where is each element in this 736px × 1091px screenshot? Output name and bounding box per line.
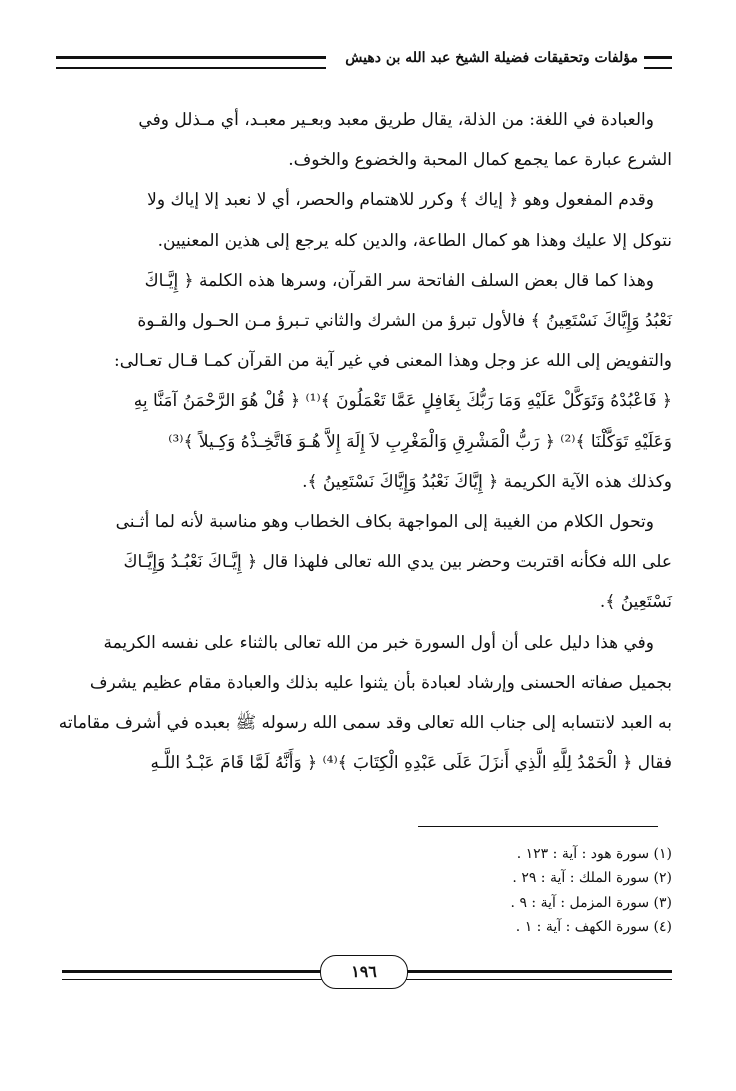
footnote-item: (١) سورة هود : آية : ١٢٣ . bbox=[516, 846, 672, 862]
text-line: نتوكل إلا عليك وهذا هو كمال الطاعة، والدين كله يرجع إلى هذين المعنيين. bbox=[157, 230, 672, 251]
text-line: وكذلك هذه الآية الكريمة ﴿ إِيَّاكَ نَعْبُدُ وَإِيَّاكَ نَسْتَعِينُ ﴾. bbox=[302, 471, 672, 492]
text-line: وقدم المفعول وهو ﴿ إياك ﴾ وكرر للاهتمام والحصر، أي لا نعبد إلا إياك ولا bbox=[147, 190, 654, 211]
page-number: ١٩٦ bbox=[320, 955, 408, 989]
footnote-item: (٣) سورة المزمل : آية : ٩ . bbox=[510, 894, 672, 911]
footnote-item: (٤) سورة الكهف : آية : ١ . bbox=[515, 919, 672, 936]
header-title: مؤلفات وتحقيقات فضيلة الشيخ عبد الله بن دهيش bbox=[345, 50, 638, 66]
text-line: وتحول الكلام من الغيبة إلى المواجهة بكاف الخطاب وهو مناسبة لأنه لما أثـنى bbox=[115, 512, 654, 533]
text-line: به العبد لانتسابه إلى جناب الله تعالى وقد سمى الله رسوله ﷺ بعبده في أشرف مقاماته bbox=[58, 713, 672, 734]
footnote-item: (٢) سورة الملك : آية : ٢٩ . bbox=[512, 870, 672, 887]
text-line: فقال ﴿ الْحَمْدُ لِلَّهِ الَّذِي أَنزَلَ عَلَى عَبْدِهِ الْكِتَابَ ﴾⁽⁴⁾ ﴿ وَأَنَّهُ لَمَّا قَامَ عَبْـدُ اللَّـهِ bbox=[150, 753, 672, 774]
header-rule-left bbox=[56, 56, 326, 69]
header-rule-right bbox=[644, 56, 672, 69]
text-line: وهذا كما قال بعض السلف الفاتحة سر القرآن، وسرها هذه الكلمة ﴿ إِيَّـاكَ bbox=[144, 270, 654, 291]
running-header bbox=[56, 52, 672, 74]
text-line: الشرع عبارة عما يجمع كمال المحبة والخضوع والخوف. bbox=[288, 150, 672, 171]
text-line: وَعَلَيْهِ تَوَكَّلْنَا ﴾⁽²⁾ ﴿ رَبُّ الْمَشْرِقِ وَالْمَغْرِبِ لاَ إِلَهَ إِلاَّ هُـوَ فَاتَّخِـذْهُ وَكِـيلاً ﴾⁽³⁾ bbox=[168, 431, 672, 452]
text-line: والعبادة في اللغة: من الذلة، يقال طريق معبد وبعـير معبـد، أي مـذلل وفي bbox=[138, 110, 654, 130]
text-line: نَسْتَعِينُ ﴾. bbox=[599, 592, 672, 613]
text-line: والتفويض إلى الله عز وجل وهذا المعنى في غير آية من القرآن كمـا قـال تعـالى: bbox=[113, 351, 672, 372]
text-line: نَعْبُدُ وَإِيَّاكَ نَسْتَعِينُ ﴾ فالأول تبرؤ من الشرك والثاني تـبرؤ مـن الحـول والقـوة bbox=[137, 311, 672, 332]
text-line: بجميل صفاته الحسنى وإرشاد لعبادة بأن يثنوا عليه بذلك والعبادة مقام عظيم يشرف bbox=[89, 672, 672, 693]
footnote-separator bbox=[418, 826, 658, 827]
main-text bbox=[56, 100, 672, 783]
text-line: على الله فكأنه اقتربت وحضر بين يدي الله تعالى فلهذا قال ﴿ إِيَّـاكَ نَعْبُـدُ وَإِيَّـاكَ bbox=[123, 552, 672, 573]
footnotes bbox=[370, 842, 672, 940]
text-line: ﴿ فَاعْبُدْهُ وَتَوَكَّلْ عَلَيْهِ وَمَا رَبُّكَ بِغَافِلٍ عَمَّا تَعْمَلُونَ ﴾⁽¹⁾ ﴿ قُلْ هُوَ الرَّحْمَنُ آمَنَّا بِهِ bbox=[133, 391, 672, 412]
text-line: وفي هذا دليل على أن أول السورة خبر من الله تعالى بالثناء على نفسه الكريمة bbox=[103, 632, 654, 653]
